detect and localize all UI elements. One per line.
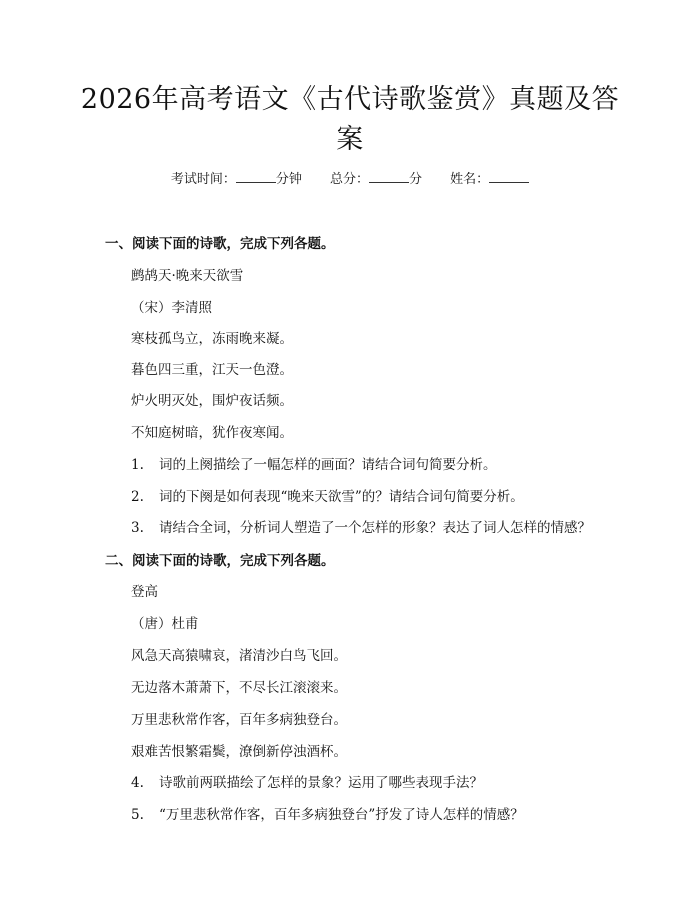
exam-time — [171, 170, 302, 189]
question-text: 诗歌前两联描绘了怎样的景象？运用了哪些表现手法？ — [159, 775, 483, 791]
poem-line: 艰难苦恨繁霜鬓，潦倒新停浊酒杯。 — [131, 744, 347, 760]
question-number: 1. — [131, 457, 144, 473]
page-title — [0, 80, 700, 160]
total-score — [330, 170, 422, 189]
question-item — [131, 453, 497, 473]
section-heading: 二、阅读下面的诗歌，完成下列各题。 — [105, 553, 335, 569]
question-item — [131, 771, 483, 791]
poem-line: 无边落木萧萧下，不尽长江滚滚来。 — [131, 680, 347, 696]
poem-line: 寒枝孤鸟立，冻雨晚来凝。 — [131, 331, 293, 347]
exam-time-blank — [236, 170, 276, 183]
exam-time-label: 考试时间： — [170, 172, 236, 187]
question-number: 4. — [131, 775, 144, 791]
poem-title: 登高 — [131, 584, 158, 600]
question-item — [131, 516, 591, 536]
total-score-label: 总分： — [329, 172, 369, 187]
student-name-blank — [489, 170, 529, 183]
poem-author: （宋）李清照 — [131, 300, 212, 316]
poem-line: 万里悲秋常作客，百年多病独登台。 — [131, 712, 347, 728]
page-title-line-2: 案 — [336, 124, 364, 155]
question-text: 词的上阕描绘了一幅怎样的画面？请结合词句简要分析。 — [159, 457, 497, 473]
poem-line: 不知庭树暗，犹作夜寒闻。 — [131, 425, 293, 441]
question-number: 3. — [131, 520, 144, 536]
poem-line: 暮色四三重，江天一色澄。 — [131, 362, 293, 378]
page-title-line-1: 2026年高考语文《古代诗歌鉴赏》真题及答 — [80, 84, 620, 115]
question-text: “万里悲秋常作客，百年多病独登台”抒发了诗人怎样的情感？ — [159, 807, 524, 823]
question-item — [131, 803, 524, 823]
total-score-unit: 分 — [409, 172, 423, 187]
question-text: 请结合全词，分析词人塑造了一个怎样的形象？表达了词人怎样的情感？ — [159, 520, 591, 536]
exam-info-row — [0, 170, 700, 189]
section-heading: 一、阅读下面的诗歌，完成下列各题。 — [105, 236, 335, 252]
exam-time-unit: 分钟 — [275, 172, 302, 187]
poem-title: 鹧鸪天·晚来天欲雪 — [131, 268, 244, 284]
poem-line: 炉火明灭处，围炉夜话频。 — [131, 393, 293, 409]
total-score-blank — [369, 170, 409, 183]
student-name-label: 姓名： — [450, 172, 490, 187]
question-number: 5. — [131, 807, 144, 823]
poem-line: 风急天高猿啸哀，渚清沙白鸟飞回。 — [131, 648, 347, 664]
question-text: 词的下阕是如何表现“晚来天欲雪”的？请结合词句简要分析。 — [159, 489, 524, 505]
question-number: 2. — [131, 489, 144, 505]
student-name — [450, 170, 529, 189]
poem-author: （唐）杜甫 — [131, 616, 199, 632]
question-item — [131, 485, 524, 505]
